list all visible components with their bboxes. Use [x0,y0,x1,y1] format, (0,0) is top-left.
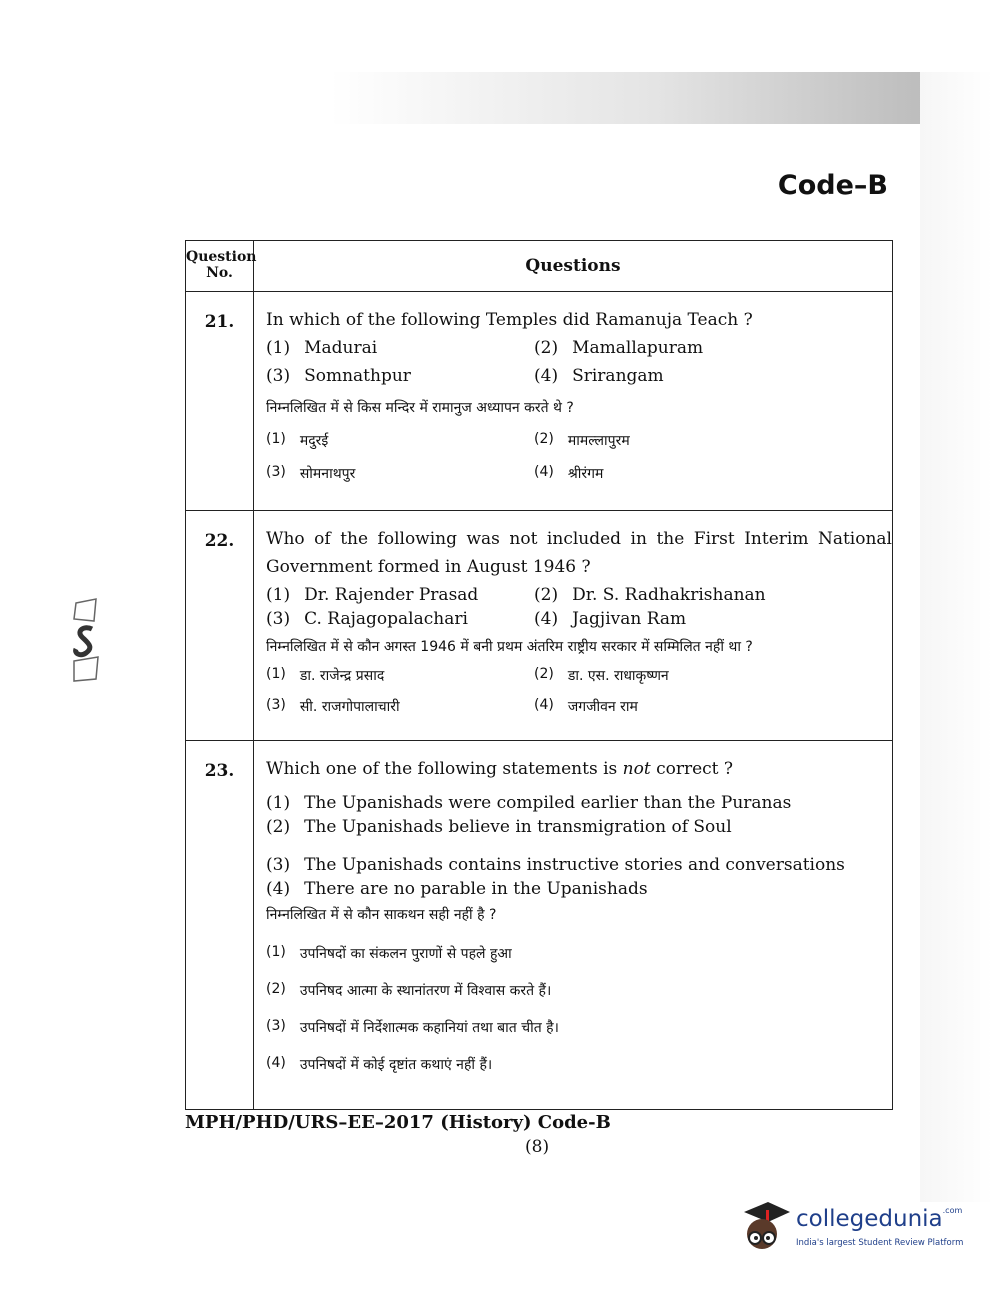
option: (2) डा. एस. राधाकृष्णन [534,666,669,684]
graduate-face-icon [738,1200,790,1256]
question-row [186,511,893,741]
scan-edge [920,72,993,1202]
question-number: 23. [186,741,254,1110]
option: (4) उपनिषदों में कोई दृष्टांत कथाएं नहीं हैं। [266,1055,493,1073]
page-number: (8) [525,1137,550,1157]
option: (1) मदुरई [266,431,329,449]
brand-tagline: India's largest Student Review Platform [796,1238,964,1248]
question-stem-en: Which one of the following statements is not correct ? [266,759,734,779]
option: (1) Dr. Rajender Prasad [266,585,479,605]
exam-footer: MPH/PHD/URS–EE–2017 (History) Code-B [185,1112,611,1133]
margin-stamp-icon [66,595,104,685]
options-hi [266,944,892,1074]
option: (3) The Upanishads contains instructive stories and conversations [266,855,845,875]
question-body [254,511,893,741]
options-en [266,338,892,386]
options-en [266,793,892,899]
question-stem-hi: निम्नलिखित में से किस मन्दिर में रामानुज अध्यापन करते थे ? [266,400,574,416]
option: (3) उपनिषदों में निर्देशात्मक कहानियां तथा बात चीत है। [266,1018,559,1036]
option: (2) The Upanishads believe in transmigration of Soul [266,817,732,837]
option: (2) Dr. S. Radhakrishanan [534,585,766,605]
option: (4) There are no parable in the Upanishads [266,879,648,899]
option: (3) Somnathpur [266,366,411,386]
options-hi [266,666,892,716]
question-row [186,741,893,1110]
option: (3) सोमनाथपुर [266,464,356,482]
question-body [254,741,893,1110]
option: (1) The Upanishads were compiled earlier than the Puranas [266,793,792,813]
option: (3) सी. राजगोपालाचारी [266,697,400,715]
options-en [266,585,892,629]
question-number: 22. [186,511,254,741]
question-no-header: Question No. [186,241,254,292]
question-stem-en: In which of the following Temples did Ramanuja Teach ? [266,310,753,330]
option: (4) जगजीवन राम [534,697,638,715]
options-hi [266,431,892,483]
question-stem-en: Who of the following was not included in the First Interim National Government formed in August 1946 ? [266,529,892,577]
questions-table [185,240,893,1110]
option: (2) मामल्लापुरम [534,431,630,449]
brand-name: collegedunia$^{.com}$ [796,1206,963,1232]
option: (4) Srirangam [534,366,664,386]
option: (4) श्रीरंगम [534,464,604,482]
collegedunia-logo[interactable] [738,1200,964,1258]
option: (2) उपनिषद आत्मा के स्थानांतरण में विश्वास करते हैं। [266,981,552,999]
questions-header: Questions [254,241,893,292]
scan-shadow [330,72,922,124]
option: (4) Jagjivan Ram [534,609,687,629]
paper-code: Code–B [777,170,888,201]
question-stem-hi: निम्नलिखित में से कौन साकथन सही नहीं है ? [266,907,497,923]
question-stem-hi: निम्नलिखित में से कौन अगस्त 1946 में बनी प्रथम अंतरिम राष्ट्रीय सरकार में सम्मिलित नहीं था ? [266,639,753,655]
option: (3) C. Rajagopalachari [266,609,468,629]
question-number: 21. [186,292,254,511]
option: (1) उपनिषदों का संकलन पुराणों से पहले हुआ [266,944,512,962]
question-body [254,292,893,511]
option: (1) Madurai [266,338,378,358]
option: (1) डा. राजेन्द्र प्रसाद [266,666,385,684]
question-row [186,292,893,511]
table-header-row [186,241,893,292]
option: (2) Mamallapuram [534,338,704,358]
